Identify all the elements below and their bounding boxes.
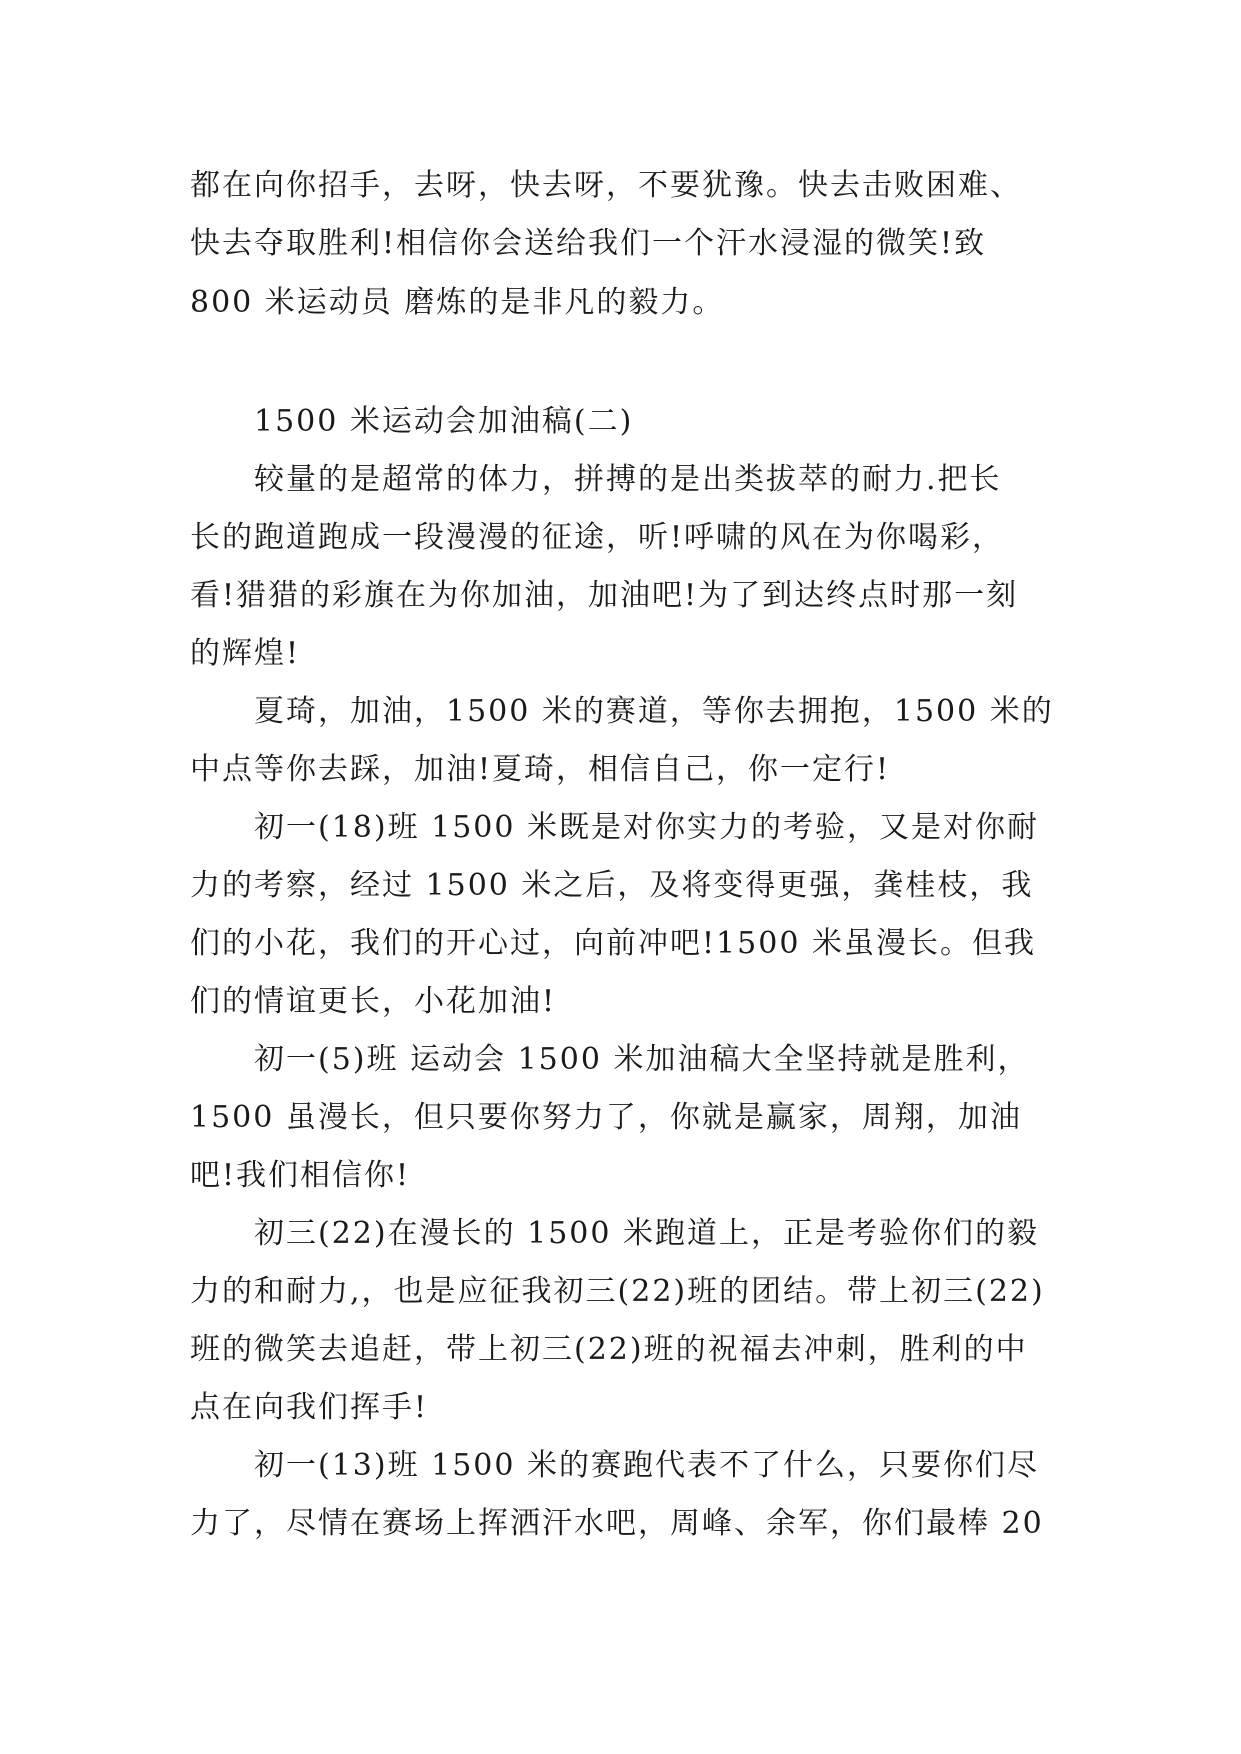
paragraph-line: 看!猎猎的彩旗在为你加油，加油吧!为了到达终点时那一刻 [190, 578, 1019, 613]
paragraph-line: 力了，尽情在赛场上挥洒汗水吧，周峰、余军，你们最棒 20 [190, 1506, 1044, 1541]
paragraph-line: 力的考察，经过 1500 米之后，及将变得更强，龚桂枝，我 [190, 868, 1034, 903]
section-title: 1500 米运动会加油稿(二) [254, 404, 634, 439]
paragraph-line: 吧!我们相信你! [190, 1158, 411, 1193]
paragraph-line: 都在向你招手，去呀，快去呀，不要犹豫。快去击败困难、 [190, 168, 1022, 203]
paragraph-line: 班的微笑去追赶，带上初三(22)班的祝福去冲刺，胜利的中 [190, 1332, 1028, 1367]
paragraph-line: 800 米运动员 磨炼的是非凡的毅力。 [190, 285, 725, 320]
paragraph-line: 1500 虽漫长，但只要你努力了，你就是赢家，周翔，加油 [190, 1100, 1022, 1135]
paragraph-line: 夏琦，加油，1500 米的赛道，等你去拥抱，1500 米的 [254, 694, 1054, 729]
paragraph-line: 初一(18)班 1500 米既是对你实力的考验，又是对你耐 [254, 810, 1040, 845]
paragraph-line: 长的跑道跑成一段漫漫的征途，听!呼啸的风在为你喝彩， [190, 520, 1005, 555]
paragraph-line: 中点等你去踩，加油!夏琦，相信自己，你一定行! [190, 752, 891, 787]
paragraph-line: 初一(13)班 1500 米的赛跑代表不了什么，只要你们尽 [254, 1448, 1040, 1483]
paragraph-line: 们的情谊更长，小花加油! [190, 984, 557, 1019]
paragraph-line: 的辉煌! [190, 636, 301, 671]
paragraph-line: 初三(22)在漫长的 1500 米跑道上，正是考验你们的毅 [254, 1216, 1040, 1251]
paragraph-line: 们的小花，我们的开心过，向前冲吧!1500 米虽漫长。但我 [190, 926, 1036, 961]
paragraph-line: 快去夺取胜利!相信你会送给我们一个汗水浸湿的微笑!致 [190, 226, 987, 261]
paragraph-line: 初一(5)班 运动会 1500 米加油稿大全坚持就是胜利， [254, 1042, 1030, 1077]
paragraph-line: 较量的是超常的体力，拼搏的是出类拔萃的耐力.把长 [254, 462, 1002, 497]
paragraph-line: 力的和耐力,，也是应征我初三(22)班的团结。带上初三(22) [190, 1274, 1045, 1309]
paragraph-line: 点在向我们挥手! [190, 1390, 429, 1425]
